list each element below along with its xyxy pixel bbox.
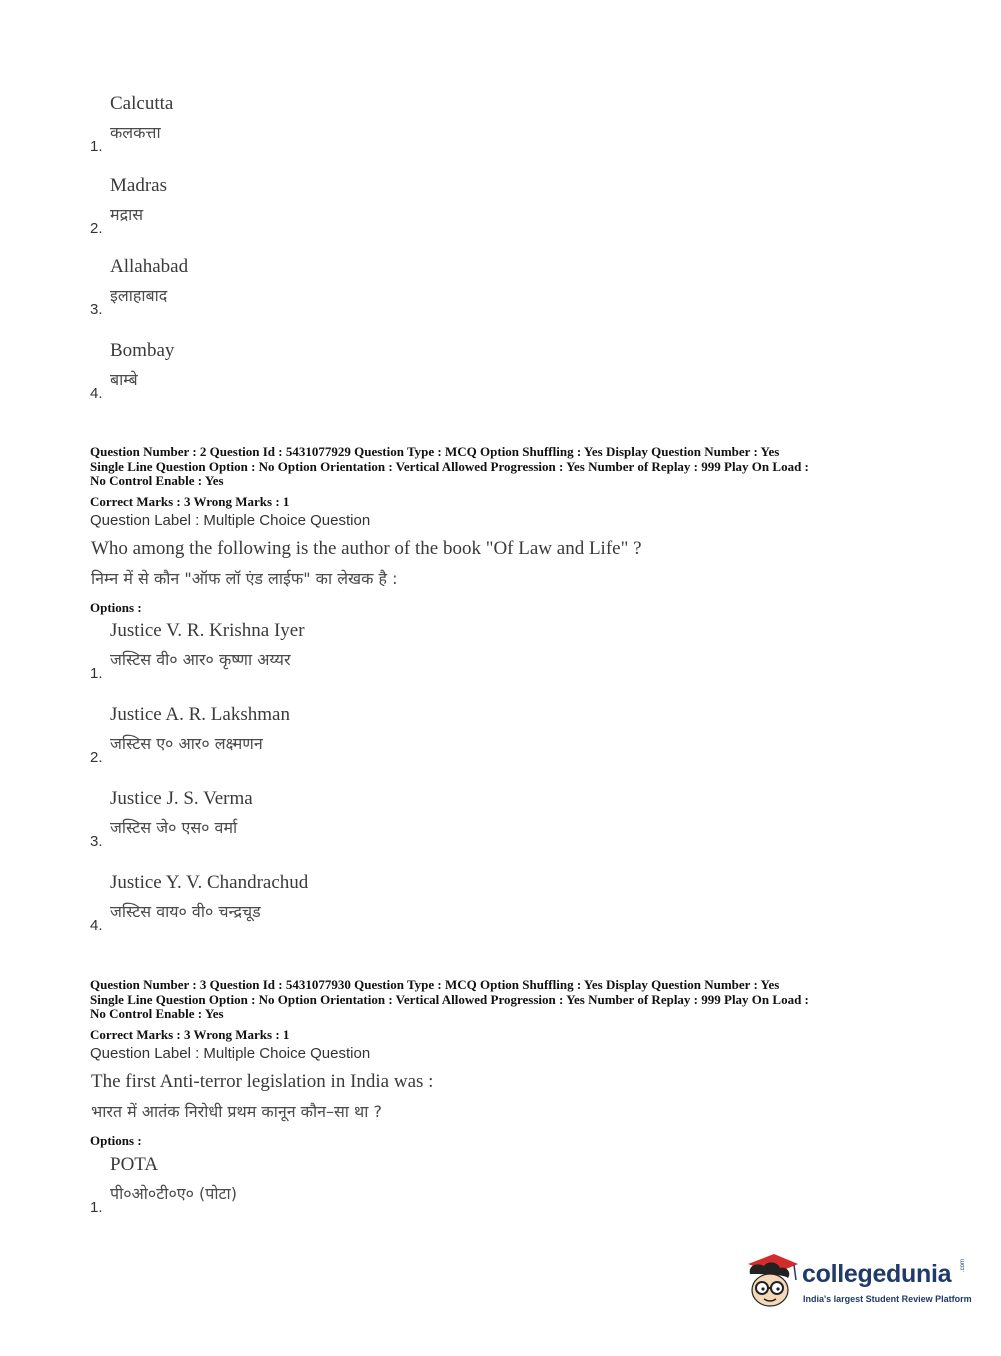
q1-option-2: [0, 175, 600, 237]
option-number: 2.: [90, 749, 103, 766]
q2-question-text-en: Who among the following is the author of the book "Of Law and Life" ?: [91, 538, 642, 559]
q2-option-4: [0, 872, 600, 934]
option-text-en: Madras: [110, 175, 167, 196]
option-number: 2.: [90, 220, 103, 237]
q2-options-label: Options :: [90, 600, 142, 615]
option-text-hi: जस्टिस वाय० वी० चन्द्रचूड: [110, 902, 261, 921]
option-text-en: Justice J. S. Verma: [110, 788, 253, 809]
option-text-en: Allahabad: [110, 256, 189, 277]
logo-domain-suffix: .com: [960, 1258, 966, 1272]
option-number: 1.: [90, 1199, 103, 1216]
option-number: 1.: [90, 665, 103, 682]
q1-option-1: [0, 93, 600, 155]
option-text-hi: जस्टिस ए० आर० लक्ष्मणन: [110, 734, 263, 753]
option-number: 1.: [90, 138, 103, 155]
option-text-en: Justice Y. V. Chandrachud: [110, 872, 309, 893]
q3-metadata: [90, 978, 920, 1042]
option-text-en: Calcutta: [110, 93, 174, 114]
logo-brand-name: collegedunia: [802, 1260, 952, 1288]
logo-tagline: India's largest Student Review Platform: [803, 1294, 972, 1304]
option-number: 3.: [90, 301, 103, 318]
option-number: 4.: [90, 385, 103, 402]
q3-meta-line-2: Single Line Question Option : No Option Orientation : Vertical Allowed Progression : Yes Number of Replay : 999 Play On Load :: [90, 991, 809, 1007]
q3-question-label: Question Label : Multiple Choice Question: [90, 1045, 371, 1062]
q2-option-2: [0, 704, 600, 766]
q2-question-text-hi: निम्न में से कौन "ऑफ लॉ एंड लाईफ" का लेखक है :: [91, 569, 398, 588]
q2-metadata: [90, 445, 920, 509]
collegedunia-logo: [742, 1250, 972, 1310]
q3-marks: Correct Marks : 3 Wrong Marks : 1: [90, 1026, 290, 1042]
q2-meta-line-1: Question Number : 2 Question Id : 5431077929 Question Type : MCQ Option Shuffling : Yes Display Question Number : Yes: [90, 444, 780, 459]
q2-question-label: Question Label : Multiple Choice Question: [90, 512, 371, 529]
option-text-hi: इलाहाबाद: [110, 286, 168, 305]
q2-meta-line-3: No Control Enable : Yes: [90, 473, 224, 488]
option-text-hi: जस्टिस वी० आर० कृष्णा अय्यर: [110, 650, 291, 669]
option-number: 3.: [90, 833, 103, 850]
mascot-icon: [742, 1252, 802, 1310]
option-text-en: Bombay: [110, 340, 175, 361]
option-text-hi: पी०ओ०टी०ए० (पोटा): [110, 1184, 237, 1203]
q2-option-1: [0, 620, 600, 682]
option-number: 4.: [90, 917, 103, 934]
q1-option-3: [0, 256, 600, 318]
q3-question-text-en: The first Anti-terror legislation in India was :: [91, 1071, 434, 1092]
q2-meta-line-2: Single Line Question Option : No Option Orientation : Vertical Allowed Progression : Yes Number of Replay : 999 Play On Load :: [90, 458, 809, 474]
q3-options-label: Options :: [90, 1133, 142, 1148]
option-text-en: Justice A. R. Lakshman: [110, 704, 290, 725]
q2-marks: Correct Marks : 3 Wrong Marks : 1: [90, 493, 290, 509]
option-text-hi: बाम्बे: [110, 370, 138, 389]
option-text-hi: कलकत्ता: [110, 123, 161, 142]
q3-option-1: [0, 1154, 600, 1216]
q3-meta-line-1: Question Number : 3 Question Id : 5431077930 Question Type : MCQ Option Shuffling : Yes Display Question Number : Yes: [90, 977, 780, 992]
option-text-en: POTA: [110, 1154, 159, 1175]
q3-meta-line-3: No Control Enable : Yes: [90, 1006, 224, 1021]
option-text-en: Justice V. R. Krishna Iyer: [110, 620, 305, 641]
q2-option-3: [0, 788, 600, 850]
q1-option-4: [0, 340, 600, 402]
option-text-hi: मद्रास: [110, 205, 144, 224]
q3-question-text-hi: भारत में आतंक निरोधी प्रथम कानून कौन–सा था ?: [91, 1102, 382, 1121]
option-text-hi: जस्टिस जे० एस० वर्मा: [110, 818, 238, 837]
